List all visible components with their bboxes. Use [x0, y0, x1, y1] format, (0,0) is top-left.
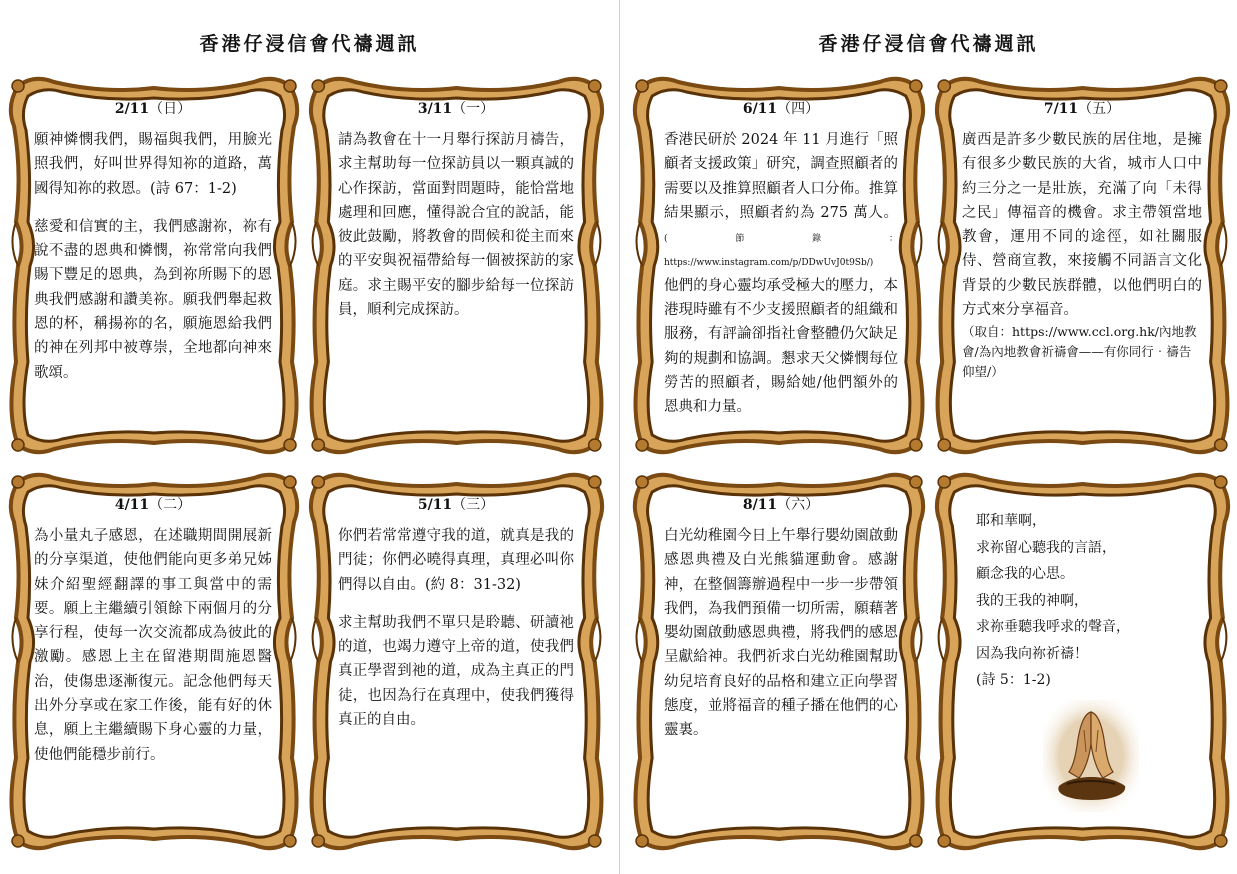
- prayer-text-continued: 他們的身心靈均承受極大的壓力，本港現時雖有不少支援照顧者的組織和服務，有評論卻指社會整體仍欠缺足夠的規劃和協調。懇求天父憐憫每位勞苦的照顧者，賜給她/他們額外的恩典和力量。: [664, 277, 898, 416]
- card-date: 8/11（六）: [742, 497, 820, 513]
- prayer-text: 白光幼稚園今日上午舉行嬰幼園啟動感恩典禮及白光熊貓運動會。感謝神，在整個籌辦過程中一步一步帶領我們，為我們預備一切所需，願藉著嬰幼園啟動感恩典禮，將我們的感恩呈獻給神。我們祈求白光幼稚園幫助幼兒培育良好的品格和建立正向學習態度，並將福音的種子播在他們的心靈裏。: [664, 528, 898, 739]
- card-date: 5/11（三）: [417, 497, 495, 513]
- prayer-card-poem: [930, 468, 1235, 855]
- poem-reference: (詩 5：1-2): [976, 672, 1051, 688]
- prayer-text: 慈愛和信實的主，我們感謝祢，祢有說不盡的恩典和憐憫，祢常常向我們賜下豐足的恩典，為到祢所賜下的恩典我們感謝和讚美祢。願我們舉起救恩的杯，稱揚祢的名，願施恩給我們的神在列邦中被尊崇，全地都向神來歌頌。: [34, 218, 272, 381]
- prayer-card-sunday: [4, 72, 304, 459]
- prayer-card-thursday: [628, 72, 930, 459]
- prayer-card-saturday: [628, 468, 930, 855]
- source-note: (節錄：https://www.instagram.com/p/DDwUvJ0t9Sb/): [664, 234, 898, 269]
- prayer-card-wednesday: [304, 468, 609, 855]
- praying-hands-icon: [1043, 700, 1139, 812]
- prayer-text: 廣西是許多少數民族的居住地，是擁有很多少數民族的大省，城市人口中約三分之一是壯族，充滿了向「未得之民」傳福音的機會。求主帶領當地教會，運用不同的途徑，如社關服侍、營商宣教，來接觸不同語言文化背景的少數民族群體，以他們明白的方式來分享福音。: [962, 132, 1202, 319]
- prayer-text: 求主幫助我們不單只是聆聽、研讀祂的道，也竭力遵守上帝的道，使我們真正學習到祂的道，成為主真正的門徒，也因為行在真理中，使我們獲得真正的自由。: [338, 614, 574, 729]
- card-date: 4/11（二）: [114, 497, 192, 513]
- poem-line: 求祢留心聽我的言語，: [976, 539, 1116, 556]
- poem-line: 耶和華啊，: [976, 513, 1046, 529]
- prayer-card-tuesday: [4, 468, 304, 855]
- prayer-text: 香港民研於 2024 年 11 月進行「照顧者支援政策」研究，調查照顧者的需要以及推算照顧者人口分佈。推算結果顯示，照顧者約為 275 萬人。(節錄：https://www.instagram.com/p/DDwUvJ0t9Sb/): [664, 132, 898, 269]
- left-page-title: 香港仔浸信會代禱週訊: [199, 33, 420, 55]
- prayer-card-monday: [304, 72, 609, 459]
- poem-line: 求祢垂聽我呼求的聲音，: [976, 619, 1130, 635]
- scripture-text: 願神憐憫我們，賜福與我們，用臉光照我們，好叫世界得知祢的道路，萬國得知祢的救恩。(詩 67：1-2): [34, 132, 272, 197]
- poem-line: 我的王我的神啊，: [976, 592, 1088, 609]
- poem-line: 因為我向祢祈禱！: [976, 645, 1088, 662]
- psalm-poem: [976, 508, 1206, 694]
- prayer-text: 請為教會在十一月舉行探訪月禱告，求主幫助每一位探訪員以一顆真誠的心作探訪，當面對問題時，能恰當地處理和回應，懂得說合宜的說話，能彼此鼓勵，將教會的問候和從主而來的平安與祝福帶給每一個被探訪的家庭。求主賜平安的腳步給每一位探訪員，順利完成探訪。: [338, 132, 574, 319]
- source-note: （取自：https://www.ccl.org.hk/內地教會/為內地教會祈禱會——有你同行‧禱告仰望/）: [962, 324, 1197, 380]
- card-date: 2/11（日）: [114, 101, 192, 117]
- card-date: 3/11（一）: [417, 101, 495, 117]
- page-divider: [619, 0, 620, 874]
- scripture-text: 你們若常常遵守我的道，就真是我的門徒；你們必曉得真理，真理必叫你們得以自由。(約 8：31-32): [338, 528, 574, 593]
- prayer-text: 為小量丸子感恩，在述職期間開展新的分享渠道，使他們能向更多弟兄姊妹介紹聖經翻譯的事工與當中的需要。願上主繼續引領餘下兩個月的分享行程，使每一次交流都成為彼此的激勵。感恩上主在留港期間施恩醫治，使傷患逐漸復元。記念他們每天出外分享或在家工作後，能有好的休息，願上主繼續賜下身心靈的力量，使他們能穩步前行。: [34, 528, 272, 763]
- card-date: 7/11（五）: [1043, 101, 1121, 117]
- prayer-card-friday: [930, 72, 1235, 459]
- right-page-title: 香港仔浸信會代禱週訊: [818, 33, 1039, 55]
- poem-line: 顧念我的心思。: [976, 566, 1074, 582]
- card-date: 6/11（四）: [742, 101, 820, 117]
